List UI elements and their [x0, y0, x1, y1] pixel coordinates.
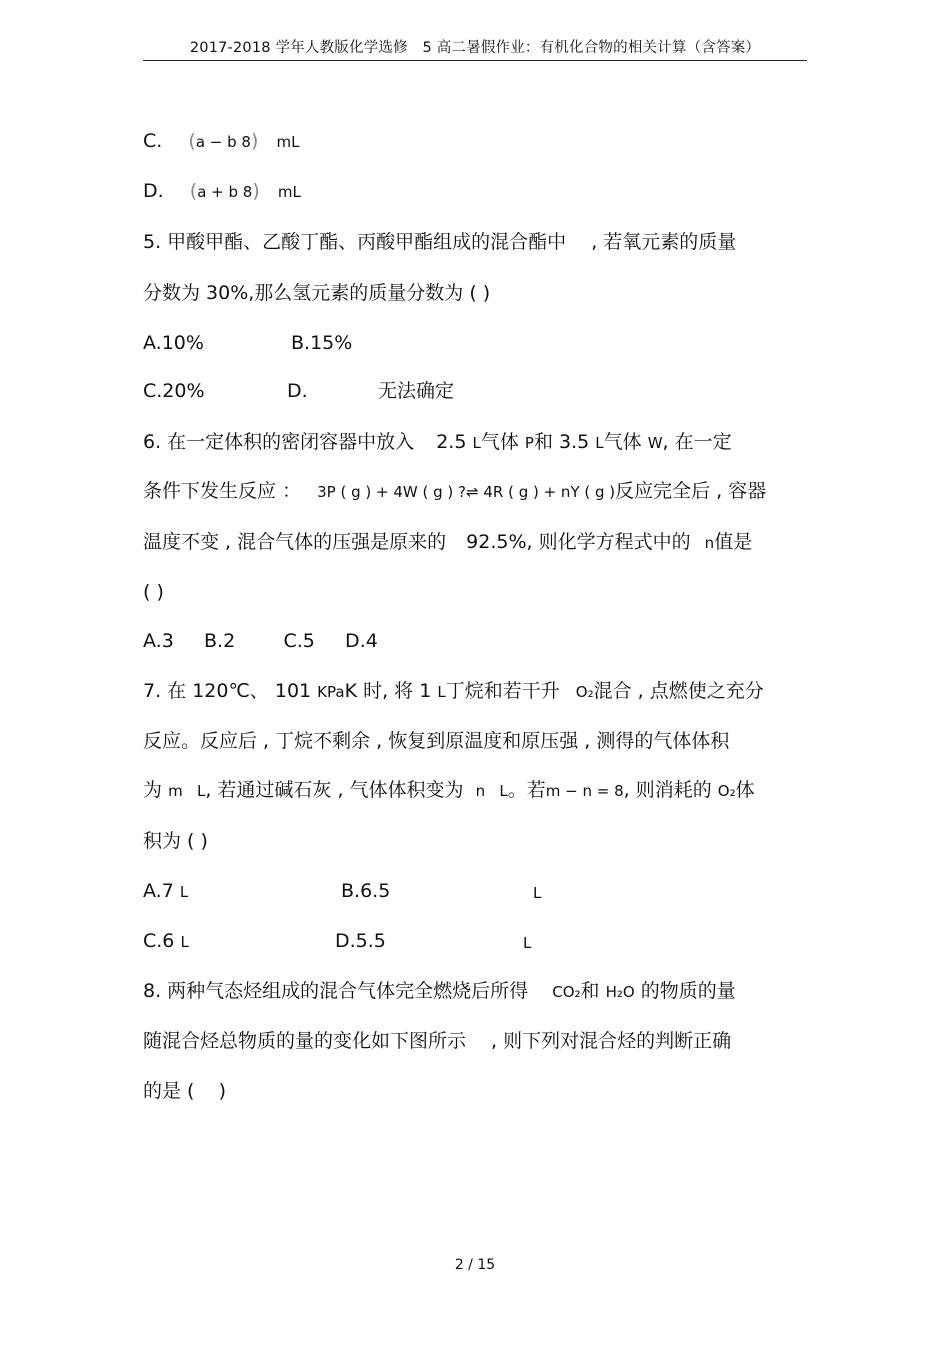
formula: O₂ [717, 782, 736, 800]
unit: L [179, 883, 189, 901]
unit: KPa [317, 683, 345, 701]
q7-option-b: B.6.5 [341, 880, 391, 902]
option-value: C.6 [143, 930, 175, 952]
q7-option-c [143, 928, 189, 955]
unit: mL [276, 133, 300, 151]
text: 反应完全后 , 容器 [615, 480, 767, 502]
left-paren: ( [189, 180, 198, 202]
q5-option-d-label: D. [287, 380, 308, 402]
q7-option-a [143, 878, 188, 905]
text: , 则消耗的 [623, 779, 712, 801]
text: , 若通过碱石灰 , 气体体积变为 [205, 779, 464, 801]
expression: a + b 8 [197, 183, 253, 201]
text: 和 3.5 [533, 431, 590, 453]
q7-option-b-unit: L [533, 884, 542, 902]
q5-option-d-text: 无法确定 [378, 380, 455, 402]
symbol: W [647, 434, 663, 452]
right-paren: ) [252, 180, 260, 202]
q6-line-2 [143, 478, 766, 505]
unit: mL [277, 183, 301, 201]
q6-options: A.3 B.2 C.5 D.4 [143, 630, 378, 652]
symbol: P [524, 434, 534, 452]
variable: n L [475, 782, 508, 800]
text: 温度不变 , 混合气体的压强是原来的 [143, 531, 447, 553]
text: 92.5%, 则化学方程式中的 [466, 531, 691, 553]
q7-line-4: 积为 ( ) [143, 830, 208, 852]
q5-option-c: C.20% [143, 380, 205, 402]
q6-line-1 [143, 429, 732, 456]
q7-option-d: D.5.5 [335, 930, 386, 952]
variable: n [704, 534, 715, 552]
text: 的物质的量 [640, 980, 736, 1002]
left-paren: ( [188, 130, 196, 152]
unit: L [180, 933, 189, 951]
option-value: A.7 [143, 880, 174, 902]
formula: CO₂ [552, 983, 581, 1001]
text: 体 [735, 779, 755, 801]
q4-option-c [143, 128, 299, 155]
equation: m − n = 8 [545, 782, 624, 800]
q5-option-b: B.15% [291, 332, 353, 354]
text: , 在一定 [662, 431, 732, 453]
page-header: 2017-2018 学年人教版化学选修 5 高二暑假作业：有机化合物的相关计算（含答案） [143, 36, 807, 61]
text: 气体 [603, 431, 642, 453]
text: 7. 在 120℃、 101 [143, 680, 312, 702]
formula: O₂ [575, 683, 594, 701]
option-label: D. [143, 180, 164, 202]
text: 为 [143, 779, 163, 801]
text: 和 [580, 980, 600, 1002]
unit: L [595, 434, 604, 452]
q5-line-1: 5. 甲酸甲酯、乙酸丁酯、丙酸甲酯组成的混合酯中 , 若氧元素的质量 [143, 231, 737, 253]
text: 6. 在一定体积的密闭容器中放入 [143, 431, 415, 453]
q8-line-1 [143, 978, 736, 1005]
q8-line-2: 随混合烃总物质的量的变化如下图所示 , 则下列对混合烃的判断正确 [143, 1030, 732, 1052]
text: 8. 两种气态烃组成的混合气体完全燃烧后所得 [143, 980, 529, 1002]
text: 丁烷和若干升 [445, 680, 560, 702]
text: 气体 [480, 431, 519, 453]
q7-option-d-unit: L [523, 934, 532, 952]
q6-line-3 [143, 529, 752, 556]
number: 2.5 [436, 431, 467, 453]
text: 值是 [714, 531, 753, 553]
q6-line-4: ( ) [143, 581, 164, 603]
text: 条件下发生反应 ： [143, 480, 302, 502]
right-paren: ) [250, 130, 259, 152]
text: K 时, 将 1 [344, 680, 432, 702]
option-label: C. [143, 130, 163, 152]
q5-option-a: A.10% [143, 332, 204, 354]
unit: L [437, 683, 446, 701]
text: 。若 [507, 779, 546, 801]
reaction-equation: 3P ( g ) + 4W ( g ) ?⇌ 4R ( g ) + nY ( g ) [317, 483, 616, 501]
q7-line-1 [143, 678, 764, 705]
unit: L [472, 434, 481, 452]
expression: a − b 8 [195, 133, 251, 151]
variable: m L [168, 782, 206, 800]
q8-line-3: 的是 ( ) [143, 1080, 227, 1102]
q7-line-3 [143, 777, 755, 804]
q5-line-2: 分数为 30%,那么氢元素的质量分数为 ( ) [143, 282, 491, 304]
page-number: 2 / 15 [454, 1257, 496, 1273]
formula: H₂O [605, 983, 635, 1001]
q4-option-d [143, 178, 301, 205]
q7-line-2: 反应。反应后 , 丁烷不剩余 , 恢复到原温度和原压强 , 测得的气体体积 [143, 730, 730, 752]
text: 混合 , 点燃使之充分 [593, 680, 764, 702]
